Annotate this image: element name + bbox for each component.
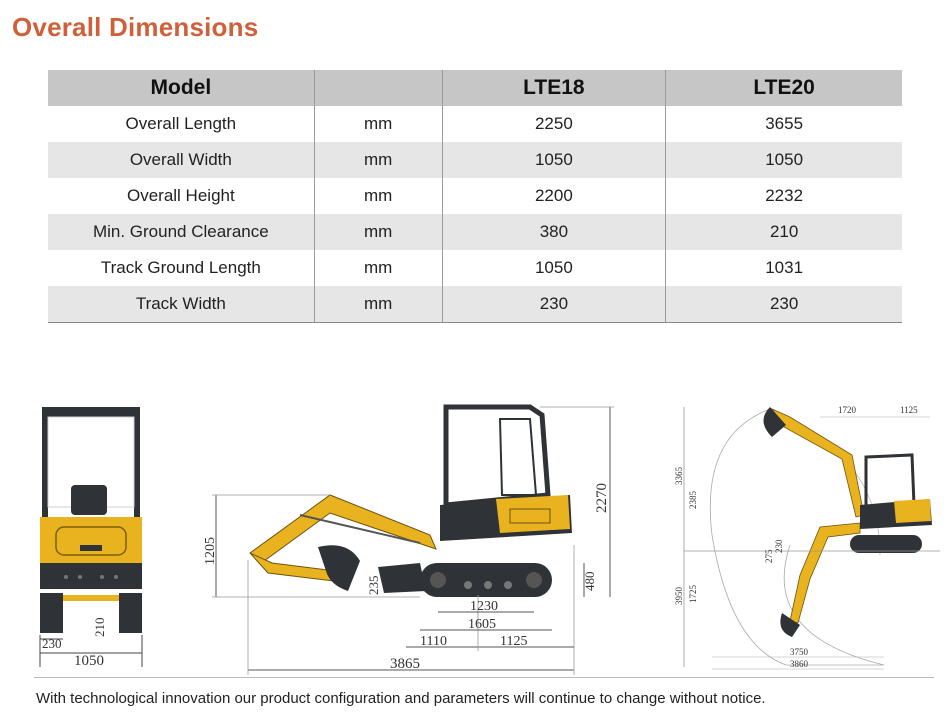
- table-row: [48, 286, 902, 323]
- side-ground-label: 235: [366, 575, 381, 595]
- front-view-drawing: [40, 407, 142, 669]
- range-h2-label: 2385: [688, 491, 698, 509]
- row-lte18: 380: [442, 214, 666, 250]
- page-title: Overall Dimensions: [12, 12, 259, 42]
- range-d1-label: 3950: [674, 587, 684, 605]
- side-height-label: 2270: [594, 483, 610, 513]
- range-r2-label: 3860: [790, 659, 808, 669]
- table-row: [48, 250, 902, 286]
- row-lte20: 1050: [666, 142, 902, 178]
- row-unit: mm: [314, 106, 442, 142]
- table-row: [48, 178, 902, 214]
- range-h3-label: 275: [764, 549, 774, 563]
- row-unit: mm: [314, 178, 442, 214]
- footer-notice: With technological innovation our product configuration and parameters will continue to change without notice.: [36, 690, 766, 707]
- row-unit: mm: [314, 214, 442, 250]
- side-front-label: 1125: [500, 634, 528, 649]
- range-d2-label: 1725: [688, 585, 698, 603]
- side-boom-height-label: 1205: [203, 537, 218, 565]
- row-param: Min. Ground Clearance: [48, 214, 314, 250]
- work-range-drawing: [674, 405, 940, 669]
- side-view-drawing: [203, 407, 614, 675]
- range-h1-label: 3365: [674, 467, 684, 485]
- row-lte20: 230: [666, 286, 902, 323]
- front-overall-width-label: 1050: [74, 653, 104, 669]
- range-top-a-label: 1720: [838, 405, 856, 415]
- row-unit: mm: [314, 286, 442, 323]
- header-lte20: LTE20: [666, 70, 902, 106]
- dimensions-table: [48, 70, 902, 323]
- row-lte20: 2232: [765, 186, 804, 205]
- row-param: Track Ground Length: [48, 250, 314, 286]
- range-r1-label: 3750: [790, 647, 808, 657]
- row-lte18: 1050: [442, 250, 666, 286]
- range-top-b-label: 1125: [900, 405, 918, 415]
- side-rear-label: 1110: [420, 634, 447, 649]
- table-row: [48, 106, 902, 142]
- side-track-height-label: 480: [582, 571, 597, 591]
- row-lte20: 210: [666, 214, 902, 250]
- row-unit: mm: [314, 142, 442, 178]
- row-lte18: 1050: [442, 142, 666, 178]
- side-track-length-label: 1605: [468, 617, 496, 632]
- side-overall-length-label: 3865: [390, 656, 420, 672]
- dimension-drawings: [0, 395, 950, 675]
- row-param: Overall Length: [48, 106, 314, 142]
- side-track-ground-label: 1230: [470, 599, 498, 614]
- front-track-width-label: 230: [42, 636, 62, 651]
- row-lte18: 2250: [442, 106, 666, 142]
- table-row: [48, 214, 902, 250]
- row-param: Overall Width: [48, 142, 314, 178]
- row-lte18: 230: [442, 286, 666, 323]
- row-param: Overall Height: [48, 178, 314, 214]
- row-lte18: 2200: [442, 178, 666, 214]
- row-lte20: 1031: [765, 258, 804, 277]
- footer-divider: [34, 677, 934, 678]
- row-lte20: 3655: [765, 114, 804, 133]
- row-unit: mm: [314, 250, 442, 286]
- row-param: Track Width: [48, 286, 314, 323]
- header-unit: [314, 70, 442, 106]
- range-h4-label: 230: [774, 539, 784, 553]
- header-model: Model: [48, 70, 314, 106]
- header-lte18: LTE18: [442, 70, 666, 106]
- table-row: [48, 142, 902, 178]
- front-clearance-label: 210: [92, 617, 107, 637]
- table-header-row: [48, 70, 902, 106]
